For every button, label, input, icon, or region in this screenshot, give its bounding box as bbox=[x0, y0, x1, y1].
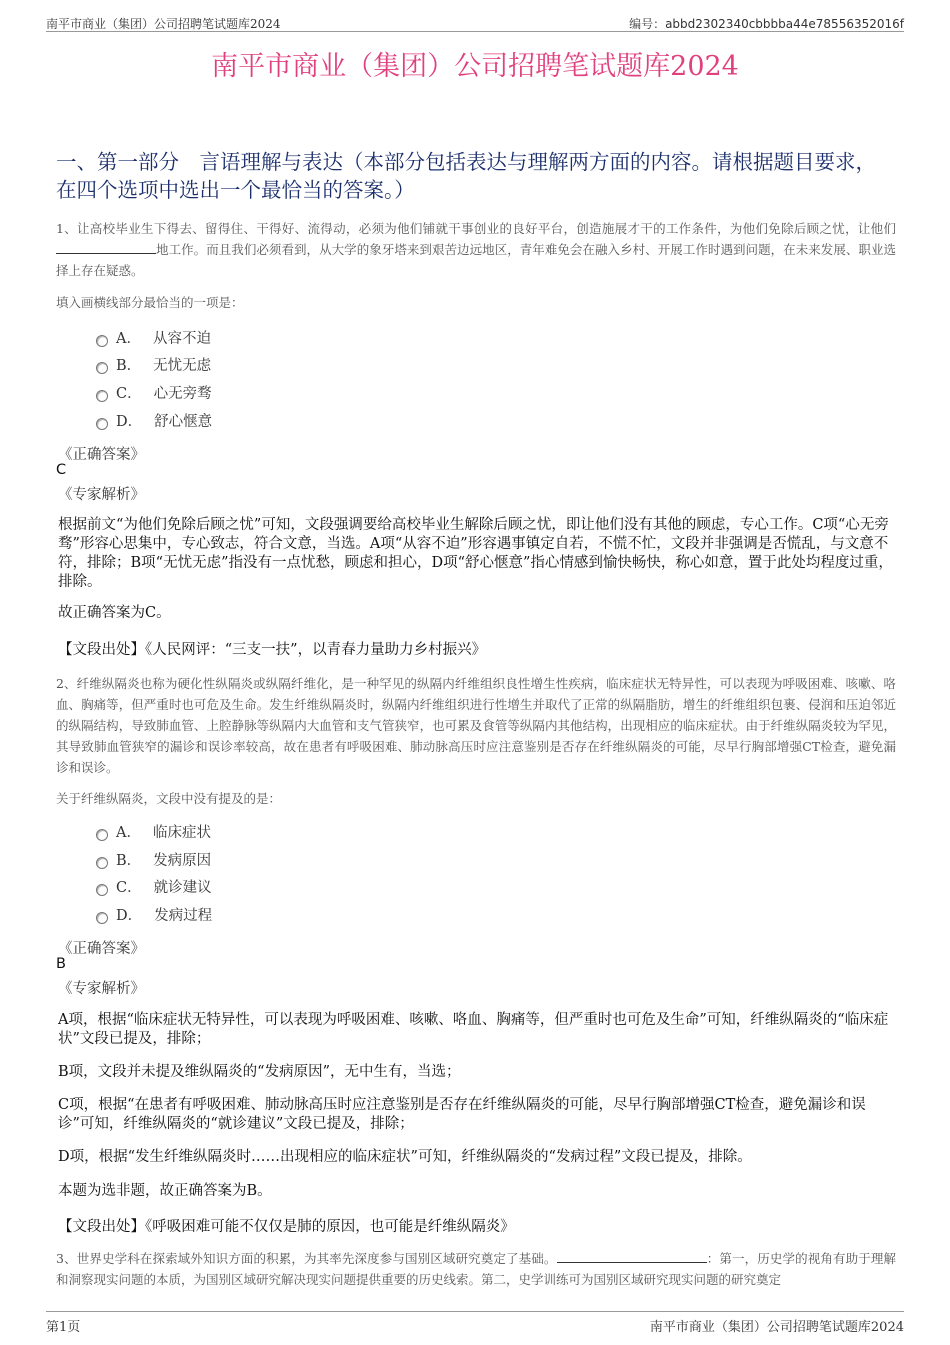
correct-answer-label: 《正确答案》 bbox=[58, 447, 145, 463]
question-2-answer: B bbox=[56, 956, 66, 972]
question-3-text bbox=[56, 1248, 896, 1290]
section-heading: 一、第一部分 言语理解与表达（本部分包括表达与理解两方面的内容。请根据题目要求，在四个选项中选出一个最恰当的答案。） bbox=[56, 150, 876, 202]
question-2-option-b[interactable]: B． 发病原因 bbox=[96, 850, 211, 872]
question-1-text-before: 1、让高校毕业生下得去、留得住、干得好、流得动，必须为他们铺就干事创业的良好平台，创造施展才干的工作条件，为他们免除后顾之忧，让他们 bbox=[56, 221, 896, 236]
expert-analysis-label: 《专家解析》 bbox=[58, 981, 145, 997]
expert-analysis-label: 《专家解析》 bbox=[58, 487, 145, 503]
question-2-analysis-a: A项，根据“临床症状无特异性，可以表现为呼吸困难、咳嗽、咯血、胸痛等，但严重时也可危及生命”可知，纤维纵隔炎的“临床症状”文段已提及，排除； bbox=[58, 1012, 889, 1047]
question-2-source: 【文段出处】《呼吸困难可能不仅仅是肺的原因，也可能是纤维纵隔炎》 bbox=[58, 1219, 515, 1235]
question-1-analysis: 根据前文“为他们免除后顾之忧”可知，文段强调要给高校毕业生解除后顾之忧，即让他们没有其他的顾虑，专心工作。C项“心无旁骛”形容心思集中，专心致志，符合文意，当选。A项“从容不迫”形容遇事镇定自若，不慌不忙，文段并非强调是否慌乱，与文意不符，排除；B项“无忧无虑”指没有一点忧愁，顾虑和担心，D项“舒心惬意”指心情感到愉快畅快，称心如意，置于此处均程度过重，排除。 bbox=[58, 517, 893, 590]
header-doc-number: 编号：abbd2302340cbbbba44e78556352016f bbox=[629, 17, 904, 31]
page-title: 南平市商业（集团）公司招聘笔试题库2024 bbox=[211, 51, 739, 82]
question-2-option-d[interactable]: D． 发病过程 bbox=[96, 905, 212, 927]
radio-icon[interactable] bbox=[96, 829, 108, 841]
radio-icon[interactable] bbox=[96, 912, 108, 924]
question-2-option-a[interactable]: A． 临床症状 bbox=[96, 822, 211, 844]
radio-icon[interactable] bbox=[96, 335, 108, 347]
page-header bbox=[46, 12, 904, 32]
question-1-conclusion: 故正确答案为C。 bbox=[58, 605, 171, 621]
question-3-text-after: ：第一，历史学的视角有助于理解和洞察现实问题的本质，为国别区域研究解决现实问题提供重要的历史线索。第二，史学训练可为国别区域研究现实问题的研究奠定 bbox=[56, 1251, 896, 1287]
fill-blank bbox=[56, 241, 156, 254]
radio-icon[interactable] bbox=[96, 884, 108, 896]
question-1-text-after: 地工作。而且我们必须看到，从大学的象牙塔来到艰苦边远地区，青年难免会在融入乡村、开展工作时遇到问题，在未来发展、职业选择上存在疑惑。 bbox=[56, 242, 896, 278]
question-1-source: 【文段出处】《人民网评：“三支一扶”，以青春力量助力乡村振兴》 bbox=[58, 642, 487, 658]
radio-icon[interactable] bbox=[96, 362, 108, 374]
fill-blank bbox=[557, 1250, 707, 1263]
question-1-option-c[interactable]: C． 心无旁骛 bbox=[96, 383, 212, 405]
correct-answer-label: 《正确答案》 bbox=[58, 941, 145, 957]
question-2-option-c[interactable]: C． 就诊建议 bbox=[96, 877, 212, 899]
question-1-option-b[interactable]: B． 无忧无虑 bbox=[96, 355, 211, 377]
question-1-text bbox=[56, 218, 896, 281]
question-2-prompt: 关于纤维纵隔炎，文段中没有提及的是： bbox=[56, 791, 282, 806]
question-2-text: 2、纤维纵隔炎也称为硬化性纵隔炎或纵隔纤维化，是一种罕见的纵隔内纤维组织良性增生性疾病，临床症状无特异性，可以表现为呼吸困难、咳嗽、咯血、胸痛等，但严重时也可危及生命。发生纤维纵隔炎时，纵隔内纤维组织进行性增生并取代了正常的纵隔脂肪，增生的纤维组织包裹、侵润和压迫邻近的纵隔结构，导致肺血管、上腔静脉等纵隔内大血管和支气管狭窄，也可累及食管等纵隔内其他结构，出现相应的临床症状。由于纤维纵隔炎较为罕见，其导致肺血管狭窄的漏诊和误诊率较高，故在患者有呼吸困难、肺动脉高压时应注意鉴别是否存在纤维纵隔炎的可能，尽早行胸部增强CT检查，避免漏诊和误诊。 bbox=[56, 676, 896, 775]
question-3-text-before: 3、世界史学科在探索域外知识方面的积累，为其率先深度参与国别区域研究奠定了基础。 bbox=[56, 1251, 557, 1266]
question-1-option-a[interactable]: A． 从容不迫 bbox=[96, 328, 211, 350]
question-2-analysis-c: C项，根据“在患者有呼吸困难、肺动脉高压时应注意鉴别是否存在纤维纵隔炎的可能，尽早行胸部增强CT检查，避免漏诊和误诊”可知，纤维纵隔炎的“就诊建议”文段已提及，排除； bbox=[58, 1097, 866, 1132]
radio-icon[interactable] bbox=[96, 390, 108, 402]
question-2-analysis-d: D项，根据“发生纤维纵隔炎时……出现相应的临床症状”可知，纤维纵隔炎的“发病过程”文段已提及，排除。 bbox=[58, 1149, 752, 1165]
question-1-answer: C bbox=[56, 462, 67, 478]
footer-doc-title: 南平市商业（集团）公司招聘笔试题库2024 bbox=[649, 1320, 904, 1335]
question-1-prompt: 填入画横线部分最恰当的一项是： bbox=[56, 295, 244, 310]
question-1-option-d[interactable]: D． 舒心惬意 bbox=[96, 411, 212, 433]
page-number: 第1页 bbox=[46, 1320, 81, 1335]
radio-icon[interactable] bbox=[96, 857, 108, 869]
radio-icon[interactable] bbox=[96, 418, 108, 430]
question-2-conclusion: 本题为选非题，故正确答案为B。 bbox=[58, 1183, 272, 1199]
question-2-analysis-b: B项，文段并未提及维纵隔炎的“发病原因”，无中生有，当选； bbox=[58, 1064, 461, 1080]
page-footer bbox=[46, 1311, 904, 1333]
header-doc-title: 南平市商业（集团）公司招聘笔试题库2024 bbox=[46, 17, 281, 31]
